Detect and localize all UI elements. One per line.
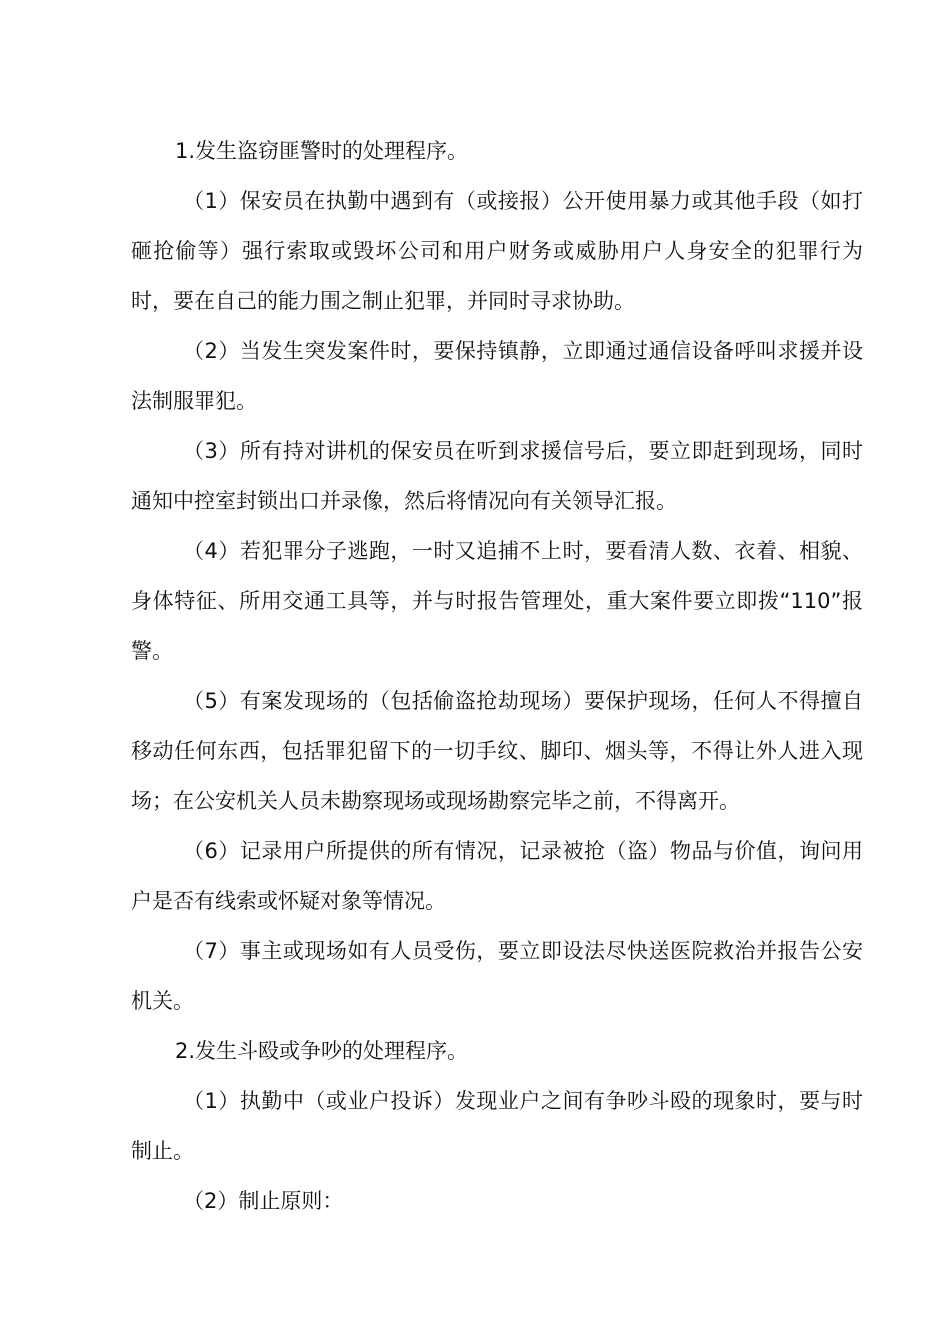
- paragraph-item-6: （6）记录用户所提供的所有情况，记录被抢（盗）物品与价值，询问用户是否有线索或怀疑对象等情况。: [131, 839, 863, 913]
- document-body: [131, 126, 863, 1226]
- section-heading-2: 2.发生斗殴或争吵的处理程序。: [175, 1039, 469, 1063]
- paragraph-item-3: （3）所有持对讲机的保安员在听到求援信号后，要立即赶到现场，同时通知中控室封锁出口并录像，然后将情况向有关领导汇报。: [131, 439, 863, 513]
- paragraph-item-1: （1）保安员在执勤中遇到有（或接报）公开使用暴力或其他手段（如打砸抢偷等）强行索取或毁坏公司和用户财务或威胁用户人身安全的犯罪行为时，要在自己的能力围之制止犯罪，并同时寻求协助。: [131, 189, 863, 313]
- paragraph-item-7: （7）事主或现场如有人员受伤，要立即设法尽快送医院救治并报告公安机关。: [131, 939, 863, 1013]
- paragraph-item-8: （1）执勤中（或业户投诉）发现业户之间有争吵斗殴的现象时，要与时制止。: [131, 1089, 863, 1163]
- section-heading-1: 1.发生盗窃匪警时的处理程序。: [175, 139, 469, 163]
- paragraph-item-5: （5）有案发现场的（包括偷盗抢劫现场）要保护现场，任何人不得擅自移动任何东西，包括罪犯留下的一切手纹、脚印、烟头等，不得让外人进入现场；在公安机关人员未勘察现场或现场勘察完毕之前，不得离开。: [131, 689, 863, 813]
- paragraph-item-4: （4）若犯罪分子逃跑，一时又追捕不上时，要看清人数、衣着、相貌、身体特征、所用交通工具等，并与时报告管理处，重大案件要立即拨“110”报警。: [131, 539, 863, 663]
- paragraph-item-2: （2）当发生突发案件时，要保持镇静，立即通过通信设备呼叫求援并设法制服罪犯。: [131, 339, 863, 413]
- paragraph-item-9: （2）制止原则：: [183, 1189, 344, 1213]
